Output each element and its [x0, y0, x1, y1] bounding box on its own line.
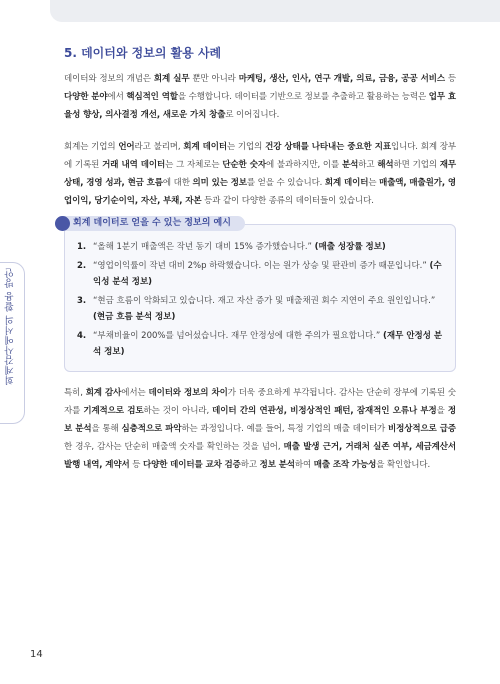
emphasis-text: 다양한 데이터를 교차 검증: [142, 460, 241, 470]
body-text: 등: [444, 74, 456, 84]
body-text: 하고: [240, 460, 260, 470]
body-text: 을 확인합니다.: [376, 460, 431, 470]
emphasis-text: 데이터 간의 연관성, 비정상적인 패턴, 잠재적인 오류나 부정: [212, 406, 437, 416]
body-text: 회계는 기업의: [64, 142, 119, 152]
paragraph-3: [64, 384, 456, 474]
emphasis-text: 정보 분석: [64, 406, 456, 434]
body-text: 을 수행합니다. 데이터를 기반으로 정보를 추출하고 활용하는 능력은: [177, 92, 429, 102]
top-header-tab: [50, 0, 500, 22]
emphasis-text: 업무 효율성 향상, 의사결정 개선, 새로운 가치 창출: [64, 92, 457, 120]
example-item: [77, 239, 445, 255]
body-text: 에서: [107, 92, 127, 102]
side-chapter-label: 회계감사에서의 활용 방안: [5, 268, 16, 386]
body-text: 하는 것이 아니라,: [143, 406, 213, 416]
body-text: 등과 같이 다양한 종류의 데이터들이 있습니다.: [201, 196, 374, 206]
emphasis-text: 재무 상태, 경영 성과, 현금 흐름: [64, 160, 457, 188]
emphasis-text: 회계 감사: [85, 388, 122, 398]
body-text: 에 불과하지만, 이를: [265, 160, 342, 170]
body-text: 한 경우, 감사는 단순히 매출액 숫자를 확인하는 것을 넘어,: [64, 442, 284, 452]
body-text: 데이터와 정보의 개념은: [64, 74, 154, 84]
emphasis-text: 심층적으로 파악: [121, 424, 182, 434]
page-content: [64, 44, 456, 488]
example-list: [77, 239, 445, 360]
emphasis-text: 매출 발생 근거, 거래처 실존 여부, 세금계산서 발행 내역, 계약서: [64, 442, 456, 470]
body-text: 로 이어집니다.: [225, 110, 280, 120]
emphasis-text: 다양한 분야: [64, 92, 108, 102]
emphasis-text: 매출 조작 가능성: [313, 460, 377, 470]
emphasis-text: 데이터와 정보의 차이: [148, 388, 228, 398]
emphasis-text: 해석: [377, 160, 394, 170]
body-text: 에 대한: [162, 178, 193, 188]
example-item-text: “부채비율이 200%를 넘어섰습니다. 재무 안정성에 대한 주의가 필요합니다.”: [93, 331, 384, 341]
emphasis-text: 건강 상태를 나타내는 중요한 지표: [265, 142, 391, 152]
emphasis-text: 매출액, 매출원가, 영업이익, 당기순이익, 자산, 부채, 자본: [64, 178, 456, 206]
emphasis-text: 회계 데이터: [324, 178, 369, 188]
paragraph-2: [64, 138, 456, 210]
emphasis-text: 단순한 숫자: [222, 160, 266, 170]
emphasis-text: 비정상적으로 급증: [388, 424, 457, 434]
example-item-number: 1.: [77, 242, 87, 252]
body-text: 는 기업의: [227, 142, 266, 152]
emphasis-text: 정보 분석: [259, 460, 295, 470]
body-text: 는: [368, 178, 380, 188]
example-item-number: 2.: [77, 261, 87, 271]
body-text: 특히,: [64, 388, 86, 398]
emphasis-text: 회계 실무: [153, 74, 190, 84]
example-item-text: “영업이익률이 작년 대비 2%p 하락했습니다. 이는 원가 상승 및 판관비 증가 때문입니다.”: [93, 261, 430, 271]
bullet-dot-icon: [55, 216, 70, 231]
paragraph-1: [64, 70, 456, 124]
emphasis-text: 회계 데이터: [183, 142, 227, 152]
body-text: 에서는: [121, 388, 149, 398]
example-item: [77, 258, 445, 290]
body-text: 라고 불리며,: [134, 142, 184, 152]
body-text: 하면 기업의: [393, 160, 440, 170]
emphasis-text: 핵심적인 역할: [126, 92, 178, 102]
section-title: 5. 데이터와 정보의 활용 사례: [64, 46, 222, 60]
body-text: 하는 과정입니다. 예를 들어, 특정 기업의 매출 데이터가: [181, 424, 388, 434]
body-text: 가 더욱 중요하게 부각됩니다. 감사는 단순히 장부에 기록된 숫자를: [64, 388, 457, 416]
example-item-tag: (수익성 분석 정보): [93, 261, 442, 287]
example-item-tag: (현금 흐름 분석 정보): [93, 312, 176, 322]
body-text: 입니다. 회계 장부에 기록된: [64, 142, 456, 170]
body-text: 하고: [358, 160, 378, 170]
emphasis-text: 마케팅, 생산, 인사, 연구 개발, 의료, 금융, 공공 서비스: [238, 74, 445, 84]
example-item-tag: (매출 성장률 정보): [314, 242, 386, 252]
body-text: 하여: [294, 460, 314, 470]
body-text: 를 얻을 수 있습니다.: [246, 178, 325, 188]
emphasis-text: 거래 내역 데이터: [102, 160, 166, 170]
emphasis-text: 의미 있는 정보: [192, 178, 247, 188]
body-text: 뿐만 아니라: [189, 74, 239, 84]
body-text: 을 통해: [91, 424, 122, 434]
body-text: 을: [436, 406, 448, 416]
example-item-text: “현금 흐름이 악화되고 있습니다. 재고 자산 증가 및 매출채권 회수 지연이 주요 원인입니다.”: [93, 296, 436, 306]
page-number: 14: [30, 649, 43, 660]
example-item: [77, 293, 445, 325]
example-box-title: [55, 216, 245, 231]
example-item-number: 3.: [77, 296, 87, 306]
example-box: [64, 218, 456, 372]
example-item-number: 4.: [77, 331, 87, 341]
emphasis-text: 언어: [118, 142, 135, 152]
emphasis-text: 분석: [342, 160, 359, 170]
example-item-tag: (재무 안정성 분석 정보): [93, 331, 443, 357]
emphasis-text: 기계적으로 검토: [83, 406, 144, 416]
body-text: 등: [129, 460, 143, 470]
body-text: 는 그 자체로는: [165, 160, 223, 170]
example-item: [77, 328, 445, 360]
example-box-title-text: 회계 데이터로 얻을 수 있는 정보의 예시: [73, 218, 231, 228]
example-item-text: “올해 1분기 매출액은 작년 동기 대비 15% 증가했습니다.”: [93, 242, 315, 252]
